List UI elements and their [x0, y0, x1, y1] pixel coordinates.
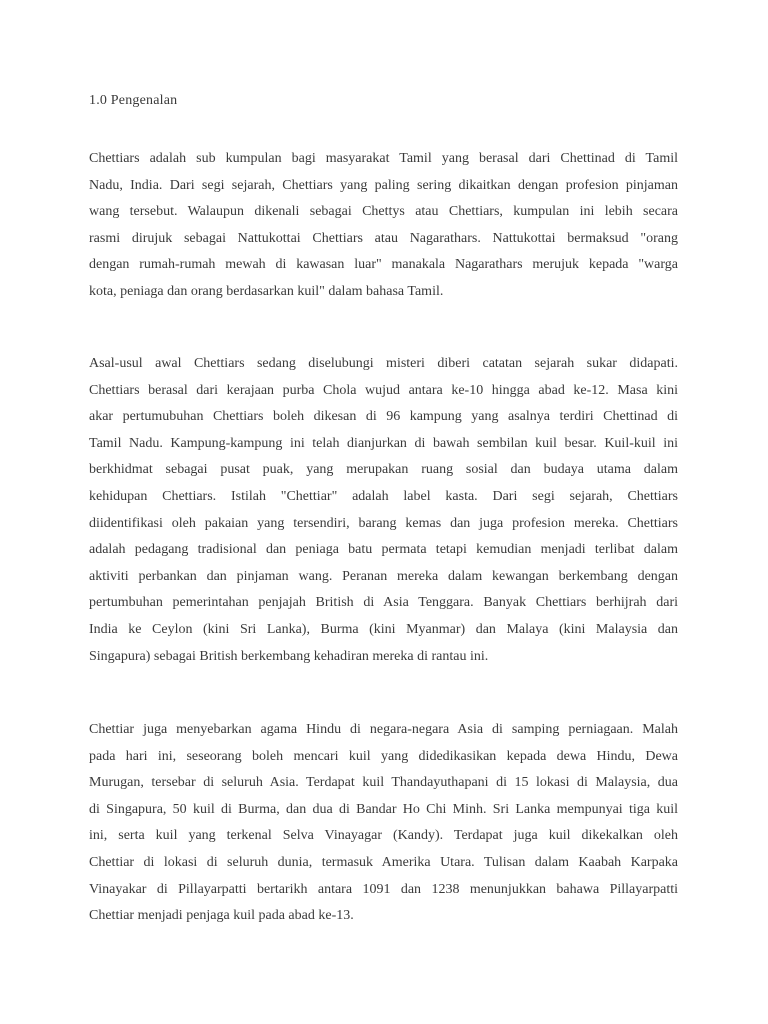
paragraph-origins: [89, 351, 678, 670]
text-line: ini, serta kuil yang terkenal Selva Vinayagar (Kandy). Terdapat juga kuil dikekalkan oleh: [89, 828, 678, 844]
text-line: Chettiars adalah sub kumpulan bagi masyarakat Tamil yang berasal dari Chettinad di Tamil: [89, 151, 678, 166]
text-line: Chettiar menjadi penjaga kuil pada abad ke-13.: [89, 908, 354, 924]
text-line: dengan rumah-rumah mewah di kawasan luar" manakala Nagarathars merujuk kepada "warga: [89, 257, 678, 273]
text-line: pertumbuhan pemerintahan penjajah British di Asia Tenggara. Banyak Chettiars berhijrah dari: [89, 595, 678, 611]
text-line: Chettiar juga menyebarkan agama Hindu di negara-negara Asia di samping perniagaan. Malah: [89, 722, 678, 737]
text-line: India ke Ceylon (kini Sri Lanka), Burma (kini Myanmar) dan Malaya (kini Malaysia dan: [89, 621, 678, 637]
text-line: kehidupan Chettiars. Istilah "Chettiar" adalah label kasta. Dari segi sejarah, Chettiars: [89, 488, 678, 504]
text-line: kota, peniaga dan orang berdasarkan kuil" dalam bahasa Tamil.: [89, 283, 444, 299]
text-line: Chettiar di lokasi di seluruh dunia, termasuk Amerika Utara. Tulisan dalam Kaabah Karpaka: [89, 854, 678, 870]
text-line: adalah pedagang tradisional dan peniaga batu permata tetapi kemudian menjadi terlibat dalam: [89, 542, 678, 558]
text-line: diidentifikasi oleh pakaian yang tersendiri, barang kemas dan juga profesion mereka. Chettiars: [89, 515, 678, 531]
text-line: Singapura) sebagai British berkembang kehadiran mereka di rantau ini.: [89, 648, 489, 664]
text-line: Nadu, India. Dari segi sejarah, Chettiars yang paling sering dikaitkan dengan profesion pinjaman: [89, 177, 678, 193]
text-line: di Singapura, 50 kuil di Burma, dan dua di Bandar Ho Chi Minh. Sri Lanka mempunyai tiga kuil: [89, 801, 678, 817]
text-line: Vinayakar di Pillayarpatti bertarikh antara 1091 dan 1238 menunjukkan bahawa Pillayarpatti: [89, 881, 678, 897]
text-line: pada hari ini, seseorang boleh mencari kuil yang didedikasikan kepada dewa Hindu, Dewa: [89, 748, 678, 764]
paragraph-introduction: [89, 146, 678, 306]
text-line: rasmi dirujuk sebagai Nattukottai Chettiars atau Nagarathars. Nattukottai bermaksud "orang: [89, 230, 678, 246]
section-heading: 1.0 Pengenalan: [89, 93, 178, 108]
text-line: akar pertumubuhan Chettiars boleh dikesan di 96 kampung yang asalnya terdiri Chettinad di: [89, 409, 678, 425]
text-line: aktiviti perbankan dan pinjaman wang. Peranan mereka dalam kewangan berkembang dengan: [89, 568, 678, 584]
text-line: Murugan, tersebar di seluruh Asia. Terdapat kuil Thandayuthapani di 15 lokasi di Malaysia, dua: [89, 775, 678, 791]
paragraph-religion: [89, 717, 678, 930]
text-line: Tamil Nadu. Kampung-kampung ini telah dianjurkan di bawah sembilan kuil besar. Kuil-kuil ini: [89, 435, 678, 451]
text-line: Chettiars berasal dari kerajaan purba Chola wujud antara ke-10 hingga abad ke-12. Masa kini: [89, 382, 678, 398]
text-line: Asal-usul awal Chettiars sedang diselubungi misteri diberi catatan sejarah sukar didapati.: [89, 356, 678, 371]
text-line: berkhidmat sebagai pusat puak, yang merupakan ruang sosial dan budaya utama dalam: [89, 462, 678, 478]
text-line: wang tersebut. Walaupun dikenali sebagai Chettys atau Chettiars, kumpulan ini lebih secara: [89, 204, 678, 220]
